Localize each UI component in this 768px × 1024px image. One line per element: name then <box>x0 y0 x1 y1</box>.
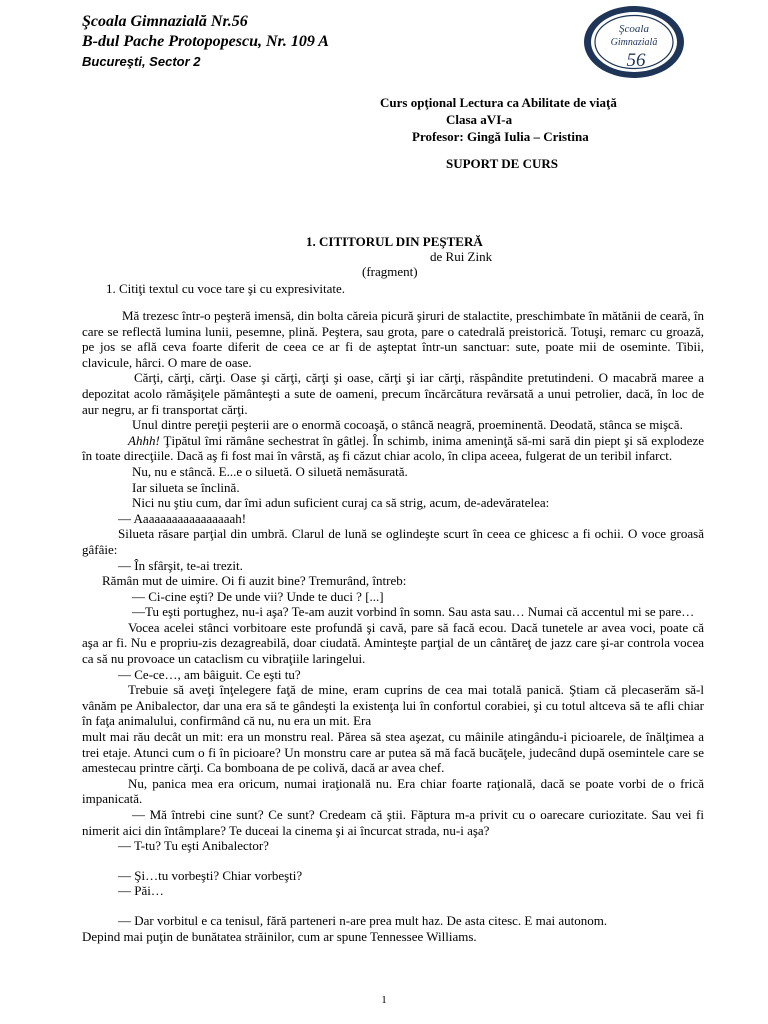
seal-text-1: Şcoala <box>619 23 649 35</box>
story-paragraph <box>82 511 704 527</box>
course-teacher: Profesor: Gingă Iulia – Cristina <box>412 129 589 144</box>
paragraph-text: Trebuie să aveţi înţelegere faţă de mine, eram cuprins de cea mai totală panică. Ştiam că plecaserăm să-l vânăm pe Anibalector, dar una era să te gândeşti la existenţa lui în confortul corabiei, şi cu totul altceva să te afli chiar în faţa animalului, confirmând că nu, nu era un mit. Era <box>82 682 704 729</box>
paragraph-gap <box>82 899 704 913</box>
chapter-author: de Rui Zink <box>430 249 493 264</box>
story-paragraph <box>82 433 704 464</box>
paragraph-gap <box>82 854 704 868</box>
course-class: Clasa aVI-a <box>446 112 513 127</box>
paragraph-text: Rămân mut de uimire. Oi fi auzit bine? Tremurând, întreb: <box>102 573 407 589</box>
story-paragraph <box>82 913 704 929</box>
story-paragraph <box>82 883 704 899</box>
paragraph-text: — Dar vorbitul e ca tenisul, fără parteneri n-are prea mult haz. De asta citesc. E mai autonom. <box>118 912 608 928</box>
page-number: 1 <box>381 994 387 1006</box>
paragraph-text: Cărţi, cărţi, cărţi. Oase şi cărţi, cărţi şi oase, cărţi şi iar cărţi, răspândite pretutindeni. O macabră maree a depozitat acolo rămăşiţele pământeşti a sute de oameni, precum încărcătura revărsată a unui petrolier, dacă, în loc de aur negru, ar fi transportat cărţi. <box>82 370 704 417</box>
story-paragraph <box>82 868 704 884</box>
paragraph-text: Unul dintre pereţii peşterii are o enormă cocoaşă, o stâncă neagră, proeminentă. Deodată, stânca se mişcă. <box>132 417 683 433</box>
school-name: Şcoala Gimnazială Nr.56 <box>82 13 248 30</box>
story-paragraph <box>82 526 704 557</box>
task-instruction: 1. Citiţi textul cu voce tare şi cu expresivitate. <box>106 281 345 296</box>
seal-text-2: Gimnazială <box>610 37 658 48</box>
story-paragraph <box>82 604 704 620</box>
paragraph-text: — În sfârşit, te-ai trezit. <box>118 557 243 573</box>
story-body <box>82 308 704 944</box>
paragraph-text: — Aaaaaaaaaaaaaaaaah! <box>118 510 247 526</box>
paragraph-text: — Mă întrebi cine sunt? Ce sunt? Credeam că ştii. Făptura m-a privit cu o oarecare curiozitate. Sau vei fi nimerit aici din întâmplare? Te duceai la cinema şi ai încurcat strada, nu-i aşa? <box>82 807 704 838</box>
story-paragraph <box>82 308 704 370</box>
paragraph-text: — Păi… <box>118 883 164 899</box>
story-paragraph <box>82 495 704 511</box>
story-paragraph <box>82 620 704 667</box>
paragraph-text: Silueta răsare parţial din umbră. Clarul de lună se oglindeşte scurt în ceea ce ghicesc a fi ochii. O voce groasă gâfâie: <box>82 526 704 557</box>
paragraph-text: — Ce-ce…, am bâiguit. Ce eşti tu? <box>118 666 301 682</box>
story-paragraph <box>82 573 704 589</box>
story-paragraph <box>82 589 704 605</box>
fragment-note: (fragment) <box>362 264 418 279</box>
story-paragraph <box>82 558 704 574</box>
paragraph-text: Nu, nu e stâncă. E...e o siluetă. O siluetă nemăsurată. <box>132 463 408 479</box>
paragraph-text: Ţipătul îmi rămâne sechestrat în gâtlej. În schimb, inima ameninţă să-mi sară din piept şi să explodeze în toate direcţiile. Dacă aş fi fost mai în vârstă, aş fi căzut chiar acolo, în clipa aceea, fulgerat de un teribil infarct. <box>82 432 704 464</box>
paragraph-text: — T-tu? Tu eşti Anibalector? <box>118 838 269 854</box>
paragraph-text: — Ci-cine eşti? De unde vii? Unde te duci ? [...] <box>132 588 384 604</box>
paragraph-text: —Tu eşti portughez, nu-i aşa? Te-am auzit vorbind în somn. Sau asta sau… Numai că accentul mi se pare… <box>132 604 695 620</box>
paragraph-text: Nu, panica mea era oricum, numai iraţională nu. Era chiar foarte raţională, dacă se poate vorbi de o frică impanicată. <box>82 775 704 807</box>
paragraph-text: Nici nu ştiu cum, dar îmi adun suficient curaj ca să strig, acum, de-adevăratelea: <box>132 495 550 511</box>
story-paragraph <box>82 776 704 807</box>
exclamation-emphasis: Ahhh! <box>128 432 160 448</box>
seal-number: 56 <box>626 50 646 71</box>
paragraph-text: Mă trezesc într-o peşteră imensă, din bolta căreia picură şiruri de stalactite, preschimbate în mătănii de ceară, în care se reflectă lumina lunii, pesemne, plină. Peştera, sau grota, pare o catedrală preistorică. Totuşi, remarc cu groază, pe jos se află ceva foarte diferit de ceea ce ar fi de aşteptat într-un sanctuar: sute, poate mii de oseminte. Tibii, clavicule, hârci. O mare de oase. <box>82 308 704 370</box>
school-city: Bucureşti, Sector 2 <box>82 54 201 69</box>
story-paragraph <box>82 370 704 417</box>
school-header <box>82 12 329 72</box>
paragraph-text: Vocea acelei stânci vorbitoare este profundă şi cavă, pare să facă ecou. Dacă tunetele ar avea voci, poate că aşa ar fi. Nu e propriu-zis dezagreabilă, doar ciudată. Aminteşte parţial de un cântăreţ de jazz care şi-ar controla vocea ca să nu provoace un cataclism cu vibraţiile laringelui. <box>82 619 704 667</box>
support-heading: SUPORT DE CURS <box>446 156 558 171</box>
paragraph-text: mult mai rău decât un mit: era un monstru real. Părea să stea aşezat, cu mâinile atingându-i picioarele, de înălţimea a trei etaje. Atunci cum o fi în picioare? Un monstru care ar putea să mă facă bucăţele, judecând după osemintele care se amestecau printre cărţi. Ca bomboana de pe colivă, dacă ar avea chef. <box>82 729 704 776</box>
school-address: B-dul Pache Protopopescu, Nr. 109 A <box>82 33 329 50</box>
story-paragraph <box>82 838 704 854</box>
story-paragraph <box>82 807 704 838</box>
story-paragraph <box>82 667 704 683</box>
school-seal-logo <box>582 4 686 80</box>
story-paragraph <box>82 929 704 945</box>
story-paragraph <box>82 417 704 433</box>
paragraph-text: Iar silueta se înclină. <box>132 479 240 495</box>
story-paragraph <box>82 464 704 480</box>
chapter-title: 1. CITITORUL DIN PEŞTERĂ <box>306 234 483 249</box>
paragraph-text: Depind mai puţin de bunătatea străinilor, cum ar spune Tennessee Williams. <box>82 928 477 944</box>
story-paragraph <box>82 682 704 729</box>
story-paragraph <box>82 480 704 496</box>
paragraph-text: — Şi…tu vorbeşti? Chiar vorbeşti? <box>118 867 303 883</box>
story-paragraph <box>82 729 704 776</box>
course-title: Curs opţional Lectura ca Abilitate de viaţă <box>380 95 617 110</box>
